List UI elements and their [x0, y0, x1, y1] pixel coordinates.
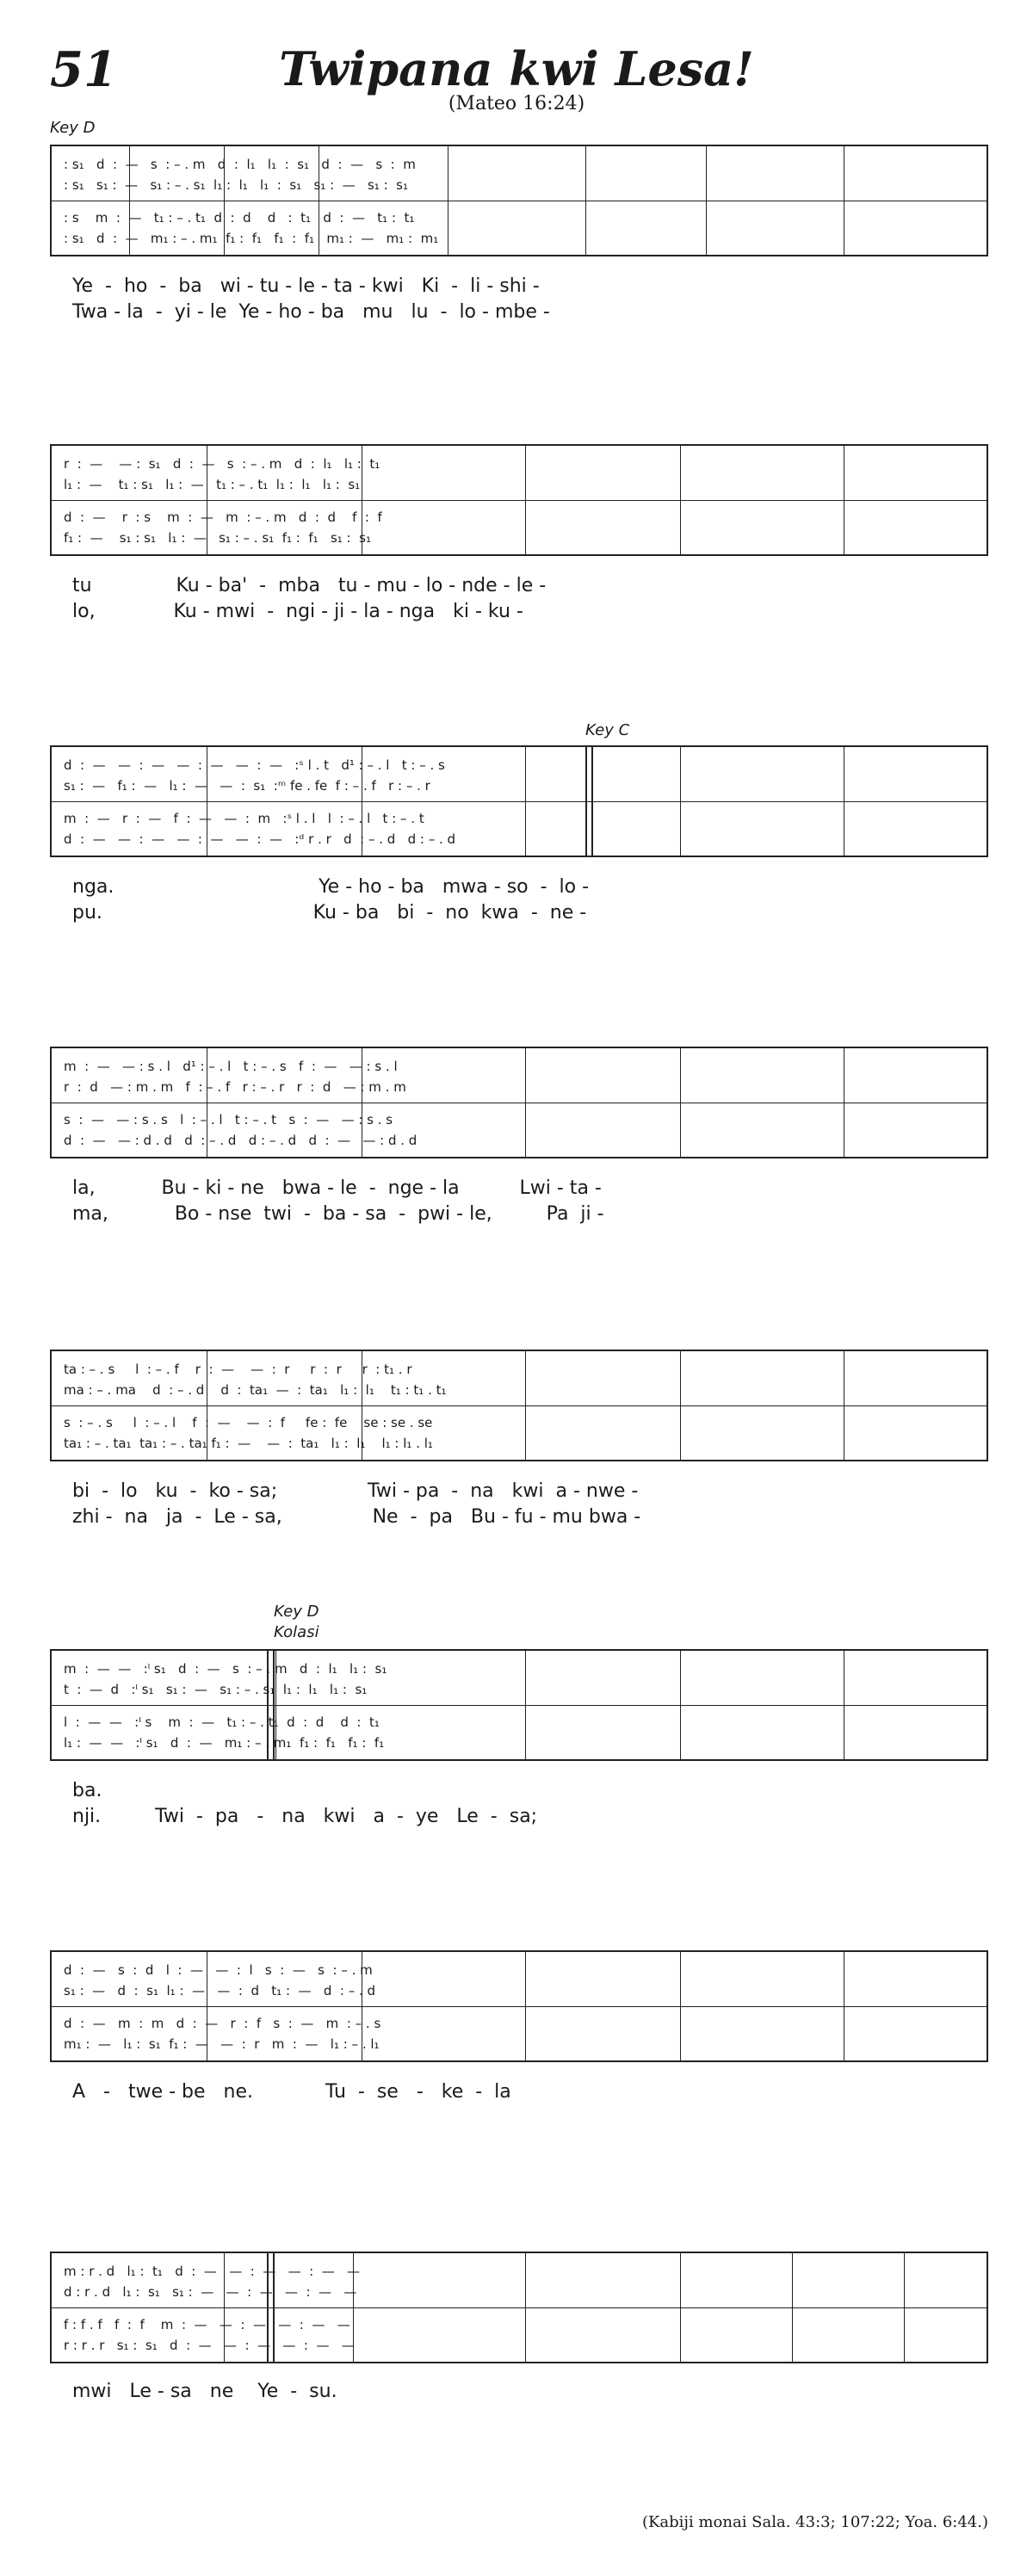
- voice-part-row: : s₁ s₁ : — s₁ : – . s₁ l₁ : l₁ l₁ : s₁ s₁ : — s₁ : s₁: [64, 177, 408, 193]
- staff-divider: [52, 500, 987, 501]
- lyric-line: la, Bu - ki - ne bwa - le - nge - la Lwi - ta -: [72, 1177, 602, 1199]
- bar-line: [680, 1048, 681, 1157]
- hymn-number: 51: [50, 41, 117, 98]
- voice-part-row: s₁ : — d : s₁ l₁ : — — : d t₁ : — d : – . d: [64, 1983, 376, 1998]
- music-system: [50, 1350, 988, 1461]
- scripture-reference: (Mateo 16:24): [448, 93, 585, 114]
- key-signature-d: Key D: [50, 119, 96, 137]
- voice-part-row: : s₁ d : — m₁ : – . m₁ f₁ : f₁ f₁ : f₁ m₁ : — m₁ : m₁: [64, 231, 439, 246]
- lyric-line: Ye - ho - ba wi - tu - le - ta - kwi Ki - li - shi -: [72, 275, 540, 297]
- voice-part-row: s₁ : — f₁ : — l₁ : — — : s₁ :ᵐ fe . fe f : – . f r : – . r: [64, 778, 430, 794]
- voice-part-row: f₁ : — s₁ : s₁ l₁ : — s₁ : – . s₁ f₁ : f₁ s₁ : s₁: [64, 530, 371, 546]
- voice-part-row: s : – . s l : – . l f : — — : f fe : fe se : se . se: [64, 1415, 433, 1430]
- bar-line: [680, 1351, 681, 1460]
- voice-part-row: l₁ : — t₁ : s₁ l₁ : — t₁ : – . t₁ l₁ : l₁ l₁ : s₁: [64, 477, 361, 492]
- bar-line: [680, 2253, 681, 2362]
- music-system: [50, 145, 988, 256]
- voice-part-row: d : — r : s m : — m : – . m d : d f : f: [64, 510, 382, 525]
- voice-part-row: t : — d :ˡ s₁ s₁ : — s₁ : – . s₁ l₁ : l₁ l₁ : s₁: [64, 1682, 368, 1697]
- double-bar-line: [585, 747, 593, 856]
- voice-part-row: d : — — : d . d d : – . d d : – . d d : — — : d . d: [64, 1133, 418, 1148]
- hymn-title: Twipana kwi Lesa!: [279, 41, 754, 96]
- voice-part-row: r : r . r s₁ : s₁ d : — — : — — : — —: [64, 2338, 355, 2353]
- music-system: [50, 2252, 988, 2363]
- voice-part-row: l : — — :ˡ s m : — t₁ : – . t₁ d : d d : t₁: [64, 1714, 380, 1730]
- music-system: [50, 745, 988, 857]
- bar-line: [525, 1651, 526, 1759]
- lyric-line: A - twe - be ne. Tu - se - ke - la: [72, 2081, 511, 2103]
- voice-part-row: l₁ : — — :ˡ s₁ d : — m₁ : – . m₁ f₁ : f₁ f₁ : f₁: [64, 1735, 385, 1751]
- key-signature-d-chorus: Key D: [274, 1603, 319, 1621]
- music-system: [50, 1950, 988, 2062]
- bar-line: [585, 146, 586, 255]
- staff-divider: [52, 801, 987, 802]
- voice-part-row: d : — s : d l : — — : l s : — s : – . m: [64, 1962, 373, 1978]
- lyric-line: mwi Le - sa ne Ye - su.: [72, 2381, 337, 2402]
- bar-line: [680, 446, 681, 554]
- voice-part-row: r : d — : m . m f : – . f r : – . r r : d — : m . m: [64, 1079, 406, 1095]
- voice-part-row: : s m : — t₁ : – . t₁ d : d d : t₁ d : — t₁ : t₁: [64, 210, 415, 225]
- bar-line: [525, 446, 526, 554]
- staff-divider: [52, 2006, 987, 2007]
- staff-divider: [52, 1705, 987, 1706]
- music-system: [50, 1649, 988, 1761]
- voice-part-row: d : — — : — — : — — : — :ˢ l . t d¹ : – . l t : – . s: [64, 757, 445, 773]
- voice-part-row: m : — — : s . l d¹ : – . l t : – . s f : — — : s . l: [64, 1059, 398, 1074]
- lyric-line: ma, Bo - nse twi - ba - sa - pwi - le, Pa ji -: [72, 1203, 604, 1225]
- chorus-label: Kolasi: [274, 1623, 319, 1641]
- lyric-line: lo, Ku - mwi - ngi - ji - la - nga ki - ku -: [72, 601, 523, 622]
- key-signature-c: Key C: [585, 721, 630, 739]
- bar-line: [525, 1952, 526, 2060]
- staff-divider: [52, 2307, 987, 2308]
- voice-part-row: d : — m : m d : — r : f s : — m : – . s: [64, 2016, 381, 2031]
- bar-line: [525, 1048, 526, 1157]
- voice-part-row: : s₁ d : — s : – . m d : l₁ l₁ : s₁ d : — s : m: [64, 157, 416, 172]
- bar-line: [680, 1651, 681, 1759]
- voice-part-row: f : f . f f : f m : — — : — — : — —: [64, 2317, 350, 2332]
- lyric-line: Twa - la - yi - le Ye - ho - ba mu lu - lo - mbe -: [72, 301, 550, 323]
- voice-part-row: d : — — : — — : — — : — :ᵈ r . r d : – . d d : – . d: [64, 831, 456, 847]
- bar-line: [525, 2253, 526, 2362]
- lyric-line: nga. Ye - ho - ba mwa - so - lo -: [72, 876, 590, 898]
- staff-divider: [52, 1405, 987, 1406]
- voice-part-row: d : r . d l₁ : s₁ s₁ : — — : — — : — —: [64, 2284, 357, 2300]
- lyric-line: tu Ku - ba' - mba tu - mu - lo - nde - le -: [72, 575, 547, 596]
- bar-line: [525, 747, 526, 856]
- music-system: [50, 444, 988, 556]
- bar-line: [525, 1351, 526, 1460]
- voice-part-row: s : — — : s . s l : – . l t : – . t s : — — : s . s: [64, 1112, 393, 1127]
- lyric-line: bi - lo ku - ko - sa; Twi - pa - na kwi a - nwe -: [72, 1480, 639, 1502]
- lyric-line: ba.: [72, 1780, 102, 1801]
- voice-part-row: m : — r : — f : — — : m :ˢ l . l l : – . l t : – . t: [64, 811, 424, 826]
- voice-part-row: r : — — : s₁ d : — s : – . m d : l₁ l₁ : t₁: [64, 456, 380, 472]
- voice-part-row: ma : – . ma d : – . d d : ta₁ — : ta₁ l₁ : l₁ t₁ : t₁ . t₁: [64, 1382, 447, 1398]
- voice-part-row: m : — — :ˡ s₁ d : — s : – . m d : l₁ l₁ : s₁: [64, 1661, 387, 1677]
- bar-line: [904, 2253, 905, 2362]
- lyric-line: pu. Ku - ba bi - no kwa - ne -: [72, 902, 587, 924]
- bar-line: [680, 747, 681, 856]
- lyric-line: nji. Twi - pa - na kwi a - ye Le - sa;: [72, 1806, 538, 1827]
- footer-references: (Kabiji monai Sala. 43:3; 107:22; Yoa. 6:44.): [641, 2513, 988, 2531]
- bar-line: [680, 1952, 681, 2060]
- voice-part-row: m₁ : — l₁ : s₁ f₁ : — — : r m : — l₁ : – . l₁: [64, 2036, 380, 2052]
- voice-part-row: ta : – . s l : – . f r : — — : r r : r r : t₁ . r: [64, 1362, 412, 1377]
- voice-part-row: m : r . d l₁ : t₁ d : — — : — — : — —: [64, 2264, 361, 2279]
- bar-line: [792, 2253, 793, 2362]
- music-system: [50, 1047, 988, 1158]
- voice-part-row: ta₁ : – . ta₁ ta₁ : – . ta₁ f₁ : — — : ta₁ l₁ : l₁ l₁ : l₁ . l₁: [64, 1436, 433, 1451]
- bar-line: [706, 146, 707, 255]
- lyric-line: zhi - na ja - Le - sa, Ne - pa Bu - fu - mu bwa -: [72, 1506, 641, 1528]
